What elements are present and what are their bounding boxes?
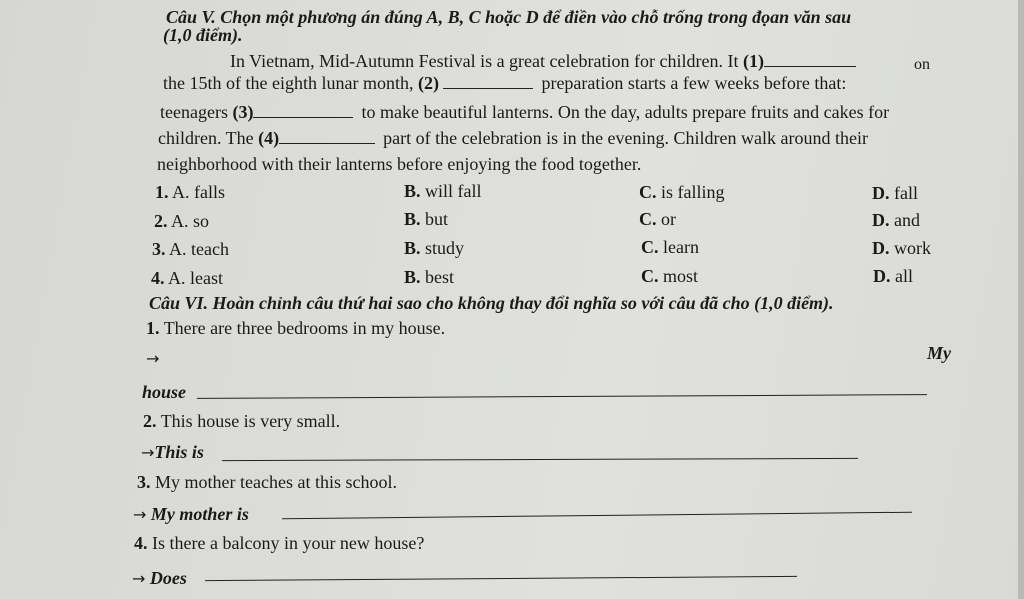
option-a: 3. A. teach xyxy=(152,239,229,259)
option-d: D. fall xyxy=(872,183,918,203)
passage-line-5: neighborhood with their lanterns before enjoying the food together. xyxy=(157,154,642,174)
rewrite-start-3: → My mother is xyxy=(133,504,249,524)
option-a: 4. A. least xyxy=(151,268,223,288)
blank-number-4: (4) xyxy=(258,128,280,148)
section6-title: Câu VI. Hoàn chỉnh câu thứ hai sao cho không thay đổi nghĩa so với câu đã cho (1,0 điểm). xyxy=(149,293,834,313)
blank-number-3: (3) xyxy=(232,102,254,122)
blank-number-1: (1) xyxy=(742,51,764,71)
option-d: D. all xyxy=(873,266,913,286)
passage-line-4: children. The (4) part of the celebration is in the evening. Children walk around their xyxy=(158,128,868,148)
blank-2 xyxy=(443,74,533,89)
arrow-icon: → xyxy=(133,505,147,524)
option-d: D. and xyxy=(872,210,920,230)
answer-line-3 xyxy=(282,512,912,520)
rewrite-start-1-cont: house xyxy=(142,382,187,402)
rewrite-item-4: 4. Is there a balcony in your new house? xyxy=(134,533,425,553)
answer-line-2 xyxy=(222,458,858,461)
arrow-icon: → xyxy=(141,443,155,462)
rewrite-start-2: →This is xyxy=(141,442,204,462)
option-a: 1. A. falls xyxy=(155,182,226,202)
rewrite-item-1: 1. There are three bedrooms in my house. xyxy=(146,318,446,338)
option-c: C. most xyxy=(641,266,699,286)
option-b: B. but xyxy=(404,209,449,229)
arrow-icon: → xyxy=(132,569,146,588)
section5-title-cont: (1,0 điểm). xyxy=(163,25,243,45)
blank-number-2: (2) xyxy=(417,73,439,93)
blank-4 xyxy=(279,129,375,144)
passage-line-1: In Vietnam, Mid-Autumn Festival is a great celebration for children. It (1) xyxy=(230,50,856,72)
section5-title: Câu V. Chọn một phương án đúng A, B, C hoặc D để điền vào chỗ trống trong đọan văn sau xyxy=(166,7,852,27)
option-b: B. best xyxy=(404,267,455,287)
blank-3 xyxy=(253,103,353,118)
answer-line-4 xyxy=(205,576,797,581)
rewrite-start-4: → Does xyxy=(132,568,187,588)
option-a: 2. A. so xyxy=(154,211,210,231)
rewrite-start-1: My xyxy=(927,343,951,363)
passage-line-2: the 15th of the eighth lunar month, (2) preparation starts a few weeks before that: xyxy=(163,73,847,93)
page-edge xyxy=(1018,0,1024,599)
passage-line-3: teenagers (3) to make beautiful lanterns. On the day, adults prepare fruits and cakes for xyxy=(160,102,890,122)
passage-line-1-end: on xyxy=(914,56,930,73)
rewrite-item-3: 3. My mother teaches at this school. xyxy=(137,472,397,492)
option-d: D. work xyxy=(872,238,931,258)
answer-line-1 xyxy=(197,394,927,399)
arrow-icon: → xyxy=(146,349,160,368)
option-b: B. study xyxy=(404,238,465,258)
option-b: B. will fall xyxy=(404,181,482,201)
rewrite-item-2: 2. This house is very small. xyxy=(143,411,341,431)
option-c: C. or xyxy=(639,209,676,229)
option-c: C. learn xyxy=(641,237,699,257)
option-c: C. is falling xyxy=(639,182,725,202)
blank-1 xyxy=(764,52,856,67)
